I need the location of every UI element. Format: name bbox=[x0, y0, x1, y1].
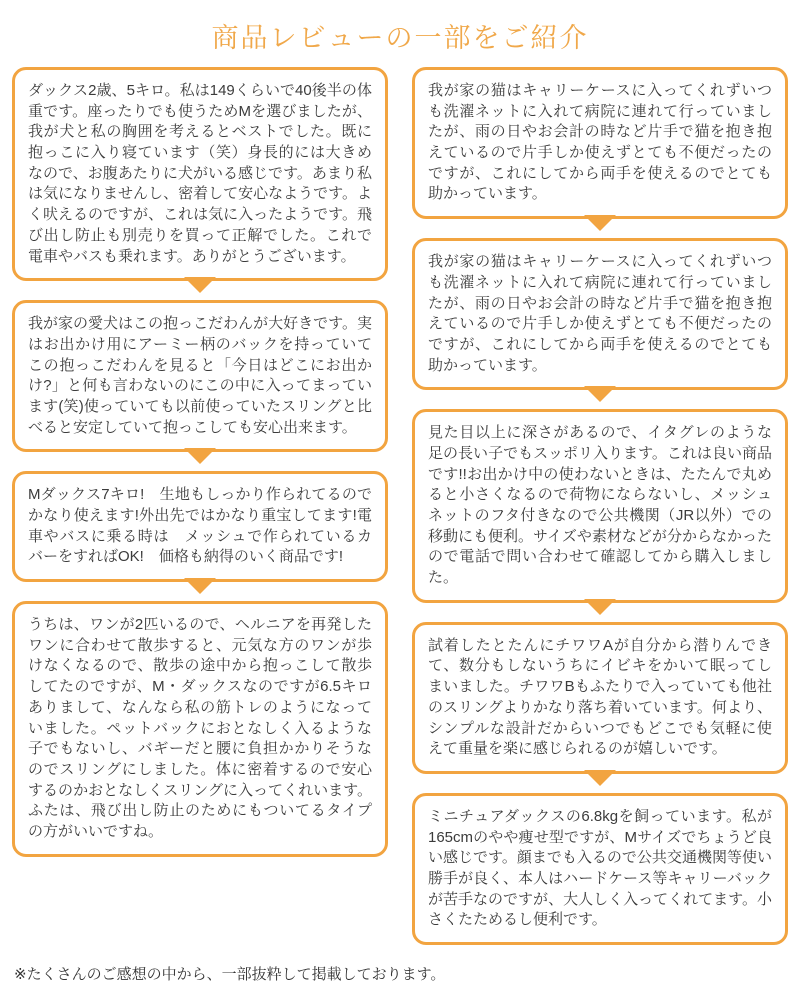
review-bubble bbox=[412, 409, 788, 603]
review-text: 我が家の猫はキャリーケースに入ってくれずいつも洗濯ネットに入れて病院に連れて行っていましたが、雨の日やお会計の時など片手で猫を抱き抱えているので片手しか使えずとても不便だったのですが、これにしてから両手を使えるのでとても助かっています。 bbox=[428, 82, 772, 203]
review-text: ダックス2歳、5キロ。私は149くらいで40後半の体重です。座ったりでも使うためMを選びましたが、我が犬と私の胸囲を考えるとベストでした。既に抱っこに入り寝ています（笑）身長的には大きめなので、お腹あたりに犬がいる感じです。あまり私は気になりませんし、密着して安心なようです。よく吠えるのですが、これは気に入ったようです。飛び出し防止も別売りを買って正解でした。これで電車やバスも乗れます。ありがとうございます。 bbox=[28, 82, 372, 265]
review-text: Mダックス7キロ! 生地もしっかり作られてるので かなり使えます!外出先ではかなり重宝してます!電車やバスに乗る時は メッシュで作られているカバーをすればOK! 価格も納得のいく商品です! bbox=[28, 486, 388, 566]
speech-tail-down-icon bbox=[584, 770, 616, 786]
right-column bbox=[412, 67, 788, 945]
footer-note: ※たくさんのご感想の中から、一部抜粋して掲載しております。 bbox=[14, 966, 446, 983]
review-text: 試着したとたんにチワワAが自分から潜りんできて、数分もしないうちにイビキをかいて眠ってしまいました。チワワBもふたりで入っていても他社のスリングよりかなり落ち着いています。何より、シンプルな設計だからいつでもどこでも気軽に使えて重量を楽に感じられるのが嬉しいです。 bbox=[428, 636, 772, 758]
review-columns bbox=[12, 67, 788, 945]
review-bubble bbox=[12, 471, 388, 582]
review-text: 我が家の愛犬はこの抱っこだわんが大好きです。実はお出かけ用にアーミー柄のバックを持っていてこの抱っこだわんを見ると「今日はどこにお出かけ?」と何も言わないのにこの中に入ってまっています(笑)使っていても以前使っていたスリングと比べると安定していて抱っこしても安心出来ます。 bbox=[28, 315, 372, 436]
speech-tail-down-icon bbox=[184, 448, 216, 464]
review-bubble bbox=[412, 622, 788, 774]
speech-tail-down-icon bbox=[584, 386, 616, 402]
review-bubble bbox=[412, 793, 788, 945]
page-title: 商品レビューの一部をご紹介 bbox=[211, 23, 589, 53]
speech-tail-down-icon bbox=[184, 578, 216, 594]
review-text: 我が家の猫はキャリーケースに入ってくれずいつも洗濯ネットに入れて病院に連れて行っていましたが、雨の日やお会計の時など片手で猫を抱き抱えているので片手しか使えずとても不便だったのですが、これにしてから両手を使えるのでとても助かっています。 bbox=[428, 253, 772, 374]
review-bubble bbox=[12, 67, 388, 281]
review-bubble bbox=[12, 300, 388, 452]
review-text: 見た目以上に深さがあるので、イタグレのような足の長い子でもスッポリ入ります。これは良い商品です!!お出かけ中の使わないときは、たたんで丸めると小さくなるので荷物にならないし、メッシュネットのフタ付きなので公共機関（JR以外）での移動にも便利。サイズや素材などが分からなかったので電話で問い合わせて確認してから購入しました。 bbox=[428, 424, 772, 587]
speech-tail-down-icon bbox=[584, 215, 616, 231]
left-column bbox=[12, 67, 388, 857]
review-bubble bbox=[12, 601, 388, 857]
review-bubble bbox=[412, 67, 788, 219]
speech-tail-down-icon bbox=[584, 599, 616, 615]
review-text: うちは、ワンが2匹いるので、ヘルニアを再発したワンに合わせて散歩すると、元気な方のワンが歩けなくなるので、散歩の途中から抱っこして散歩してたのですが、M・ダックスなのですが6.5キロありまして、なんなら私の筋トレのようになっていました。ペットバックにおとなしく入るような子でもないし、バギーだと腰に負担かかりそうなのでスリングにしました。体に密着するので安心するのかおとなしくスリングに入ってくれいます。ふたは、飛び出し防止のためにもついてるタイプの方がいいですね。 bbox=[28, 616, 372, 840]
review-bubble bbox=[412, 238, 788, 390]
speech-tail-down-icon bbox=[184, 277, 216, 293]
review-text: ミニチュアダックスの6.8kgを飼っています。私が165cmのやや痩せ型ですが、Mサイズでちょうど良い感じです。顔までも入るので公共交通機関等使い勝手が良く、本人はハードケース等キャリーバックが苦手なのですが、大人しく入ってくれてます。小さくたためるし便利です。 bbox=[428, 807, 772, 929]
